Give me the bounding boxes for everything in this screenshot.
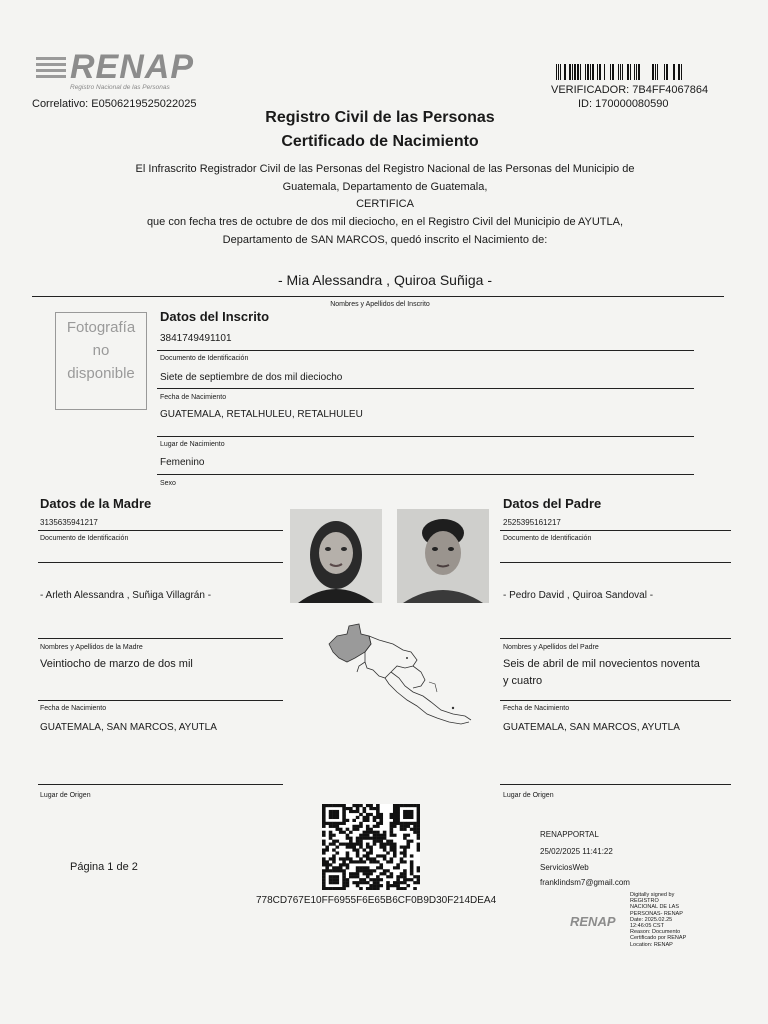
intro-certifica: CERTIFICA [356,198,414,210]
portal-email: franklindsm7@gmail.com [540,878,630,887]
madre-birth-value: Veintiocho de marzo de dos mil [40,658,193,670]
padre-birth-value-2: y cuatro [503,675,543,687]
title-certificado: Certificado de Nacimiento [281,133,479,150]
portal-name: RENAPPORTAL [540,830,599,839]
inscrito-place-value: GUATEMALA, RETALHULEU, RETALHULEU [160,409,363,420]
portal-service: ServiciosWeb [540,863,589,872]
padre-section-title: Datos del Padre [503,496,602,511]
padre-doc-label: Documento de Identificación [503,535,592,542]
inscrito-name: - Mia Alessandra , Quiroa Suñiga - [278,272,492,288]
inscrito-name-line [32,296,724,297]
signature-line: Digitally signed by [630,892,675,898]
verificador: VERIFICADOR: 7B4FF4067864 [551,84,709,96]
madre-name-line [38,638,283,639]
portal-datetime: 25/02/2025 11:41:22 [540,847,613,856]
intro-line-5: Departamento de SAN MARCOS, quedó inscrito el Nacimiento de: [222,234,548,246]
padre-origin-line [500,784,731,785]
padre-doc-value: 2525395161217 [503,518,561,527]
photo-placeholder-line-3: disponible [67,365,135,382]
page-indicator: Página 1 de 2 [70,861,138,873]
padre-birth-label: Fecha de Nacimiento [503,705,570,712]
signature-line: Date: 2025.02.25 [630,916,673,923]
photo-placeholder [55,312,147,410]
padre-name-line [500,638,731,639]
inscrito-doc-value: 3841749491101 [160,333,232,344]
madre-section-title: Datos de la Madre [40,496,152,511]
madre-photo [290,509,382,603]
photo-placeholder-line-1: Fotografía [66,319,136,336]
padre-origin-value: GUATEMALA, SAN MARCOS, AYUTLA [503,722,680,733]
signature-line: 12:46:05 CST [630,923,664,930]
intro-line-4: que con fecha tres de octubre de dos mil dieciocho, en el Registro Civil del Municipio de AYUTLA, [146,216,624,228]
inscrito-place-line [157,436,694,437]
document-id: ID: 170000080590 [578,98,669,110]
padre-origin-label: Lugar de Origen [503,792,554,799]
padre-blank-line [500,562,731,563]
inscrito-sex-line [157,474,694,475]
central-america-map [325,622,477,732]
padre-doc-line [500,530,731,531]
inscrito-place-label: Lugar de Nacimiento [160,441,225,448]
signature-line: PERSONAS- RENAP [630,910,683,917]
inscrito-birth-label: Fecha de Nacimiento [160,394,227,401]
signature-line: Certificado por RENAP [630,935,687,942]
signature-line: NACIONAL DE LAS [630,904,680,911]
title-registro-civil: Registro Civil de las Personas [265,109,495,126]
madre-origin-value: GUATEMALA, SAN MARCOS, AYUTLA [40,722,217,733]
logo-text: RENAP [70,48,195,86]
padre-birth-line [500,700,731,701]
signature-line: Location: RENAP [630,941,673,948]
qr-code [322,804,420,890]
digital-signature [630,892,720,948]
inscrito-name-label: Nombres y Apellidos del Inscrito [330,301,430,308]
inscrito-section-title: Datos del Inscrito [160,309,270,324]
intro-line-1: El Infrascrito Registrador Civil de las Personas del Registro Nacional de las Personas del Municipio de [135,163,635,175]
madre-doc-value: 3135635941217 [40,518,98,527]
inscrito-doc-line [157,350,694,351]
madre-doc-label: Documento de Identificación [40,535,129,542]
intro-line-2: Guatemala, Departamento de Guatemala, [282,181,488,193]
madre-birth-label: Fecha de Nacimiento [40,705,107,712]
logo-emblem-icon [34,54,68,84]
padre-photo [397,509,489,603]
padre-name-value: - Pedro David , Quiroa Sandoval - [503,590,654,601]
madre-doc-line [38,530,283,531]
signature-logo: RENAP [570,914,616,929]
madre-origin-line [38,784,283,785]
inscrito-sex-label: Sexo [160,480,176,487]
padre-name-label: Nombres y Apellidos del Padre [503,644,599,651]
logo-subtitle: Registro Nacional de las Personas [70,84,170,91]
padre-birth-value-1: Seis de abril de mil novecientos noventa [503,658,700,670]
correlativo: Correlativo: E0506219525022025 [32,98,197,110]
inscrito-birth-value: Siete de septiembre de dos mil dieciocho [160,372,343,383]
inscrito-birth-line [157,388,694,389]
madre-name-value: - Arleth Alessandra , Suñiga Villagrán - [40,590,212,601]
verification-hash: 778CD767E10FF6955F6E65B6CF0B9D30F214DEA4 [256,895,497,906]
photo-placeholder-line-2: no [92,342,110,359]
signature-line: Reason: Documento [630,929,681,936]
madre-origin-label: Lugar de Origen [40,792,91,799]
inscrito-sex-value: Femenino [160,457,205,468]
inscrito-doc-label: Documento de Identificación [160,355,249,362]
madre-name-label: Nombres y Apellidos de la Madre [40,644,143,651]
renap-logo [34,48,204,94]
barcode [556,64,686,80]
madre-birth-line [38,700,283,701]
signature-line: REGISTRO [630,898,659,905]
madre-blank-line [38,562,283,563]
